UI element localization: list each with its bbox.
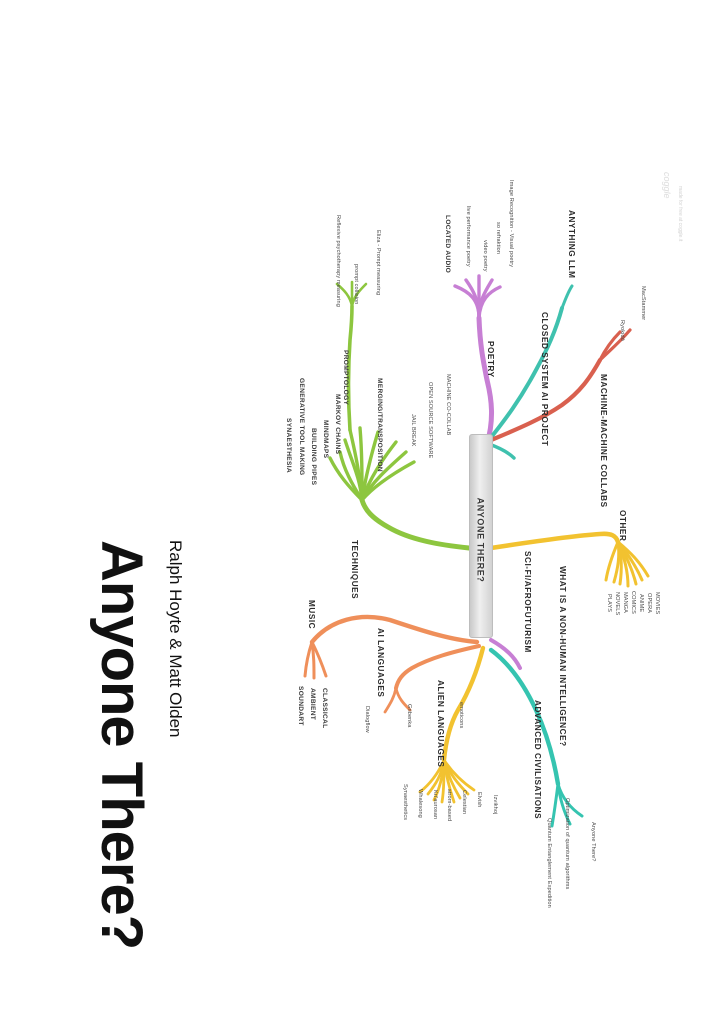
- node-label-video-poetry[interactable]: video poetry: [482, 240, 488, 272]
- node-label-synaesthetics[interactable]: Synaesthetics: [402, 784, 408, 821]
- coggle-logo: coggle: [662, 172, 672, 199]
- node-label-located-audio[interactable]: LOCATED AUDIO: [444, 215, 451, 274]
- node-label-plays[interactable]: PLAYS: [606, 594, 612, 613]
- node-label-gribenka[interactable]: Gribenka: [406, 704, 412, 728]
- node-label-live-performance-poetry[interactable]: live performance poetry: [465, 206, 471, 267]
- node-label-machine-co-collab[interactable]: MACHINE CO-COLLAB: [445, 374, 451, 436]
- node-label-comics[interactable]: COMICS: [630, 591, 636, 614]
- node-label-prompt-collision[interactable]: prompt collision: [353, 264, 359, 305]
- node-label-izvikhoj[interactable]: Izvikhoj: [492, 795, 498, 815]
- node-label-soundart[interactable]: SOUNDART: [297, 686, 304, 726]
- node-label-markov-chains[interactable]: MARKOV CHAINS: [334, 394, 341, 455]
- node-label-macstammer[interactable]: MacStammer: [640, 286, 646, 321]
- node-label-novels[interactable]: NOVELS: [614, 592, 620, 616]
- node-label-opera[interactable]: OPERA: [646, 593, 652, 614]
- node-label-movies[interactable]: MOVIES: [654, 592, 660, 615]
- branch-label-music[interactable]: MUSIC: [307, 600, 316, 630]
- node-label-quantum-optimization[interactable]: Optimization of quantum algorithms: [564, 798, 570, 890]
- branch-label-other[interactable]: OTHER: [618, 510, 627, 542]
- node-label-celestian[interactable]: Celestian: [461, 790, 467, 815]
- node-label-ryokido[interactable]: Ryokidó: [619, 320, 625, 341]
- page-title: Anyone There?: [89, 540, 154, 950]
- node-label-generative-tool-making[interactable]: GENERATIVE TOOL MAKING: [298, 378, 305, 476]
- node-label-eliza-prompt[interactable]: Eliza - Prompt measuring: [375, 230, 381, 296]
- node-label-synaesthesia[interactable]: SYNAESTHESIA: [285, 418, 292, 473]
- node-label-kriaurosan[interactable]: Kri'aurosan: [432, 790, 438, 820]
- node-label-jail-break[interactable]: JAIL BREAK: [410, 414, 416, 447]
- node-label-manga[interactable]: MANGA: [622, 592, 628, 614]
- node-label-elvish[interactable]: Elvish: [476, 792, 482, 808]
- branch-label-sci-fi-afrofuturism[interactable]: SCI-FI/AFROFUTURISM: [523, 551, 532, 653]
- central-node-label: ANYONE THERE?: [475, 497, 485, 583]
- node-label-reflexive-psychotherapy[interactable]: Reflexive psychotherapy measuring: [335, 215, 341, 307]
- node-label-classical[interactable]: CLASSICAL: [321, 688, 328, 729]
- coggle-credit: made for free at coggle.it: [677, 186, 683, 242]
- branch-label-non-human-intelligence[interactable]: WHAT IS A NON-HUMAN INTELLIGENCE?: [558, 566, 567, 747]
- branch-label-advanced-civilisations[interactable]: ADVANCED CIVILISATIONS: [533, 700, 542, 820]
- branch-label-machine-collabs[interactable]: MACHINE-MACHINE COLLABS: [599, 374, 608, 508]
- branch-label-anything-llm[interactable]: ANYTHING LLM: [567, 210, 576, 279]
- node-label-image-recognition[interactable]: Image Recognition - Visual poetry: [508, 180, 514, 268]
- authors: Ralph Hoyte & Matt Olden: [166, 540, 185, 738]
- node-label-quantum-entanglement[interactable]: Quantum Entanglement Expedition: [546, 818, 552, 908]
- node-label-mindmaps[interactable]: MINDMAPS: [322, 420, 329, 459]
- branch-label-poetry[interactable]: POETRY: [486, 341, 495, 378]
- node-label-open-source-software[interactable]: OPEN SOURCE SOFTWARE: [427, 382, 433, 459]
- node-label-strom-based[interactable]: strom-based: [446, 789, 452, 822]
- node-label-so-refraktion[interactable]: so refraktion: [495, 222, 501, 255]
- node-label-emoticons[interactable]: emoticons: [458, 702, 464, 729]
- branch-label-closed-system[interactable]: CLOSED SYSTEM AI PROJECT: [540, 312, 549, 447]
- node-label-ambient[interactable]: AMBIENT: [309, 688, 316, 721]
- node-label-dialogflow[interactable]: Dialogflow: [364, 706, 370, 733]
- node-label-promptology[interactable]: PROMPTOLOGY: [342, 350, 349, 406]
- node-label-anime[interactable]: ANIME: [638, 594, 644, 613]
- branch-label-alien-languages[interactable]: ALIEN LANGUAGES: [436, 680, 445, 768]
- branch-label-ai-languages[interactable]: AI LANGUAGES: [376, 628, 385, 698]
- branch-label-techniques[interactable]: TECHNIQUES: [350, 540, 359, 600]
- node-label-whalesong[interactable]: Whalesong: [417, 789, 423, 818]
- node-label-building-pipes[interactable]: BUILDING PIPES: [310, 428, 317, 486]
- node-label-anyone-there[interactable]: Anyone There?: [590, 822, 596, 862]
- node-label-merging-transposition[interactable]: MERGING/TRANSPOSITION: [376, 378, 383, 472]
